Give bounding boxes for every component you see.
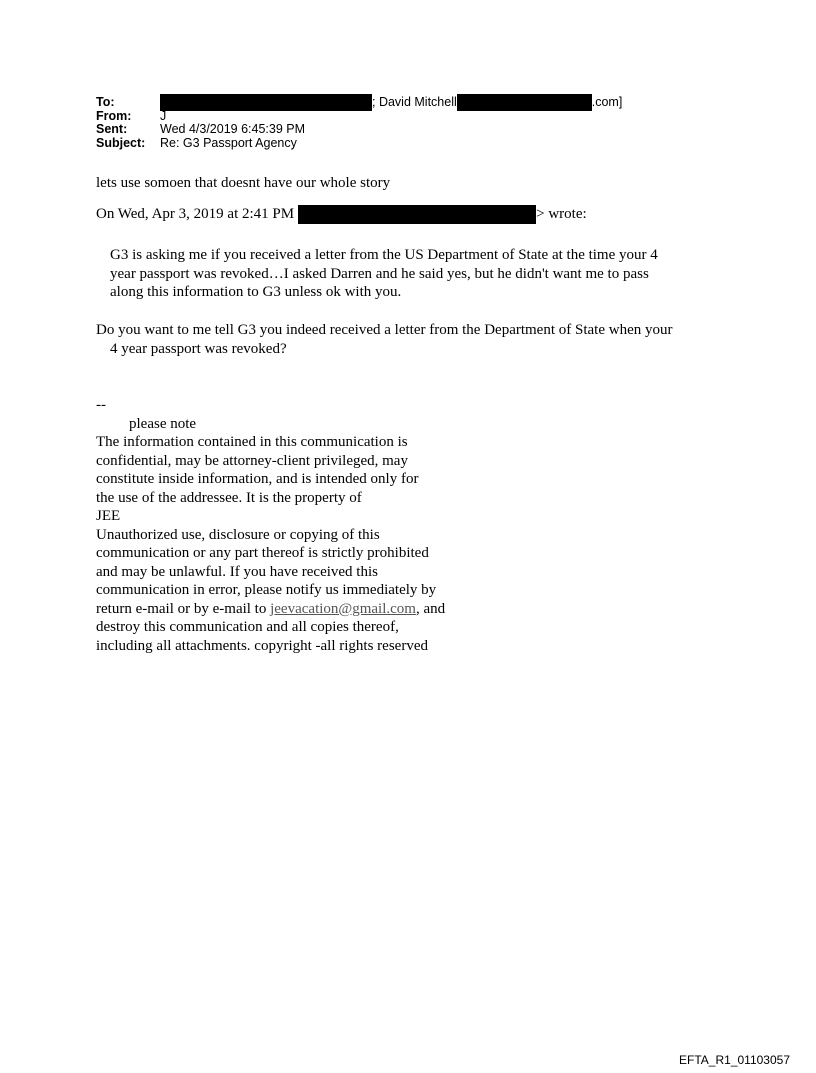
redaction-bar [457, 94, 592, 111]
quote-line: year passport was revoked…I asked Darren and he said yes, but he didn't want me to pass [110, 265, 649, 282]
attribution-prefix: On Wed, Apr 3, 2019 at 2:41 PM [96, 206, 295, 223]
from-value: J [160, 108, 167, 123]
redaction-bar [298, 205, 536, 224]
disclaimer-line: communication in error, please notify us immediately by [96, 582, 437, 598]
to-label: To: [96, 95, 115, 109]
reply-line: lets use somoen that doesnt have our whole story [96, 175, 391, 191]
disclaimer-line: JEE [96, 508, 121, 524]
attribution-line [96, 205, 587, 224]
quote-line: G3 is asking me if you received a letter from the US Department of State at the time your 4 [110, 247, 658, 263]
disclaimer-line: constitute inside information, and is intended only for [96, 471, 419, 487]
disclaimer-line: The information contained in this communication is [96, 434, 408, 450]
subject-value: Re: G3 Passport Agency [160, 135, 297, 150]
question-line: 4 year passport was revoked? [110, 340, 287, 357]
quoted-message [110, 246, 658, 302]
document-id: EFTA_R1_01103057 [679, 1053, 790, 1067]
email-prefix: return e-mail or by e-mail to [96, 600, 271, 617]
disclaimer-line: including all attachments. copyright -all rights reserved [96, 637, 428, 654]
redaction-bar [160, 94, 372, 111]
signature-dashes: -- [96, 397, 106, 413]
from-label: From: [96, 108, 132, 123]
email-suffix: , and [415, 600, 446, 617]
subject-label: Subject: [96, 135, 146, 150]
to-row [96, 96, 622, 110]
disclaimer-line: the use of the addressee. It is the property of [96, 489, 362, 506]
sent-value: Wed 4/3/2019 6:45:39 PM [160, 122, 306, 136]
attribution-suffix: > wrote: [536, 206, 587, 223]
disclaimer-line: destroy this communication and all copies thereof, [96, 619, 399, 635]
disclaimer-line: Unauthorized use, disclosure or copying of this [96, 526, 380, 543]
sent-row [96, 123, 622, 137]
disclaimer-line: confidential, may be attorney-client privileged, may [96, 452, 408, 469]
from-row [96, 110, 622, 124]
disclaimer-line: and may be unlawful. If you have received this [96, 563, 378, 580]
question-line: Do you want to me tell G3 you indeed received a letter from the Department of State when your [96, 322, 673, 338]
disclaimer-line: communication or any part thereof is strictly prohibited [96, 545, 429, 561]
to-end: .com] [591, 95, 623, 109]
question-paragraph [96, 321, 672, 358]
disclaimer-line [96, 600, 445, 619]
sent-label: Sent: [96, 122, 128, 136]
signature-note: please note [129, 415, 197, 432]
to-separator: ; David Mitchell [372, 95, 457, 109]
subject-row [96, 137, 622, 151]
email-link[interactable]: jeevacation@gmail.com [270, 600, 416, 617]
signature-block [96, 396, 445, 655]
email-header [96, 96, 622, 150]
quote-line: along this information to G3 unless ok with you. [110, 284, 402, 300]
